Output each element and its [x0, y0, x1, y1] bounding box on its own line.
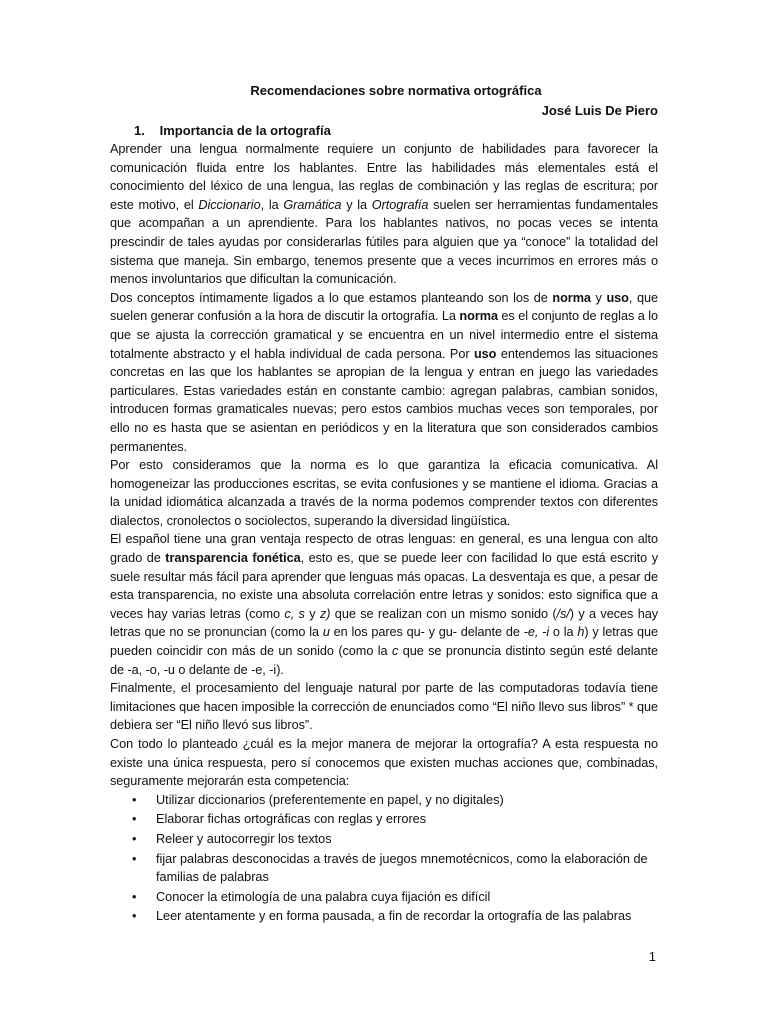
paragraph-3: Por esto consideramos que la norma es lo que garantiza la eficacia comunicativa. Al homogeneizar las producciones escritas, se evita confusiones y se mantiene el idioma. Gracias a la unidad idiomática alcanzada a través de la norma podemos comprender textos con diferentes dialectos, cronolectos o sociolectos, superando la diversidad lingüística.	[110, 458, 658, 528]
list-item	[110, 888, 658, 907]
bullet-icon: •	[132, 889, 137, 904]
paragraph-1-text-d: suelen ser herramientas fundamentales que acompañan a un aprendiente. Para los hablantes nativos, no pocas veces se intenta prescindir de tales ayudas por considerarlas fútiles para alguien que ya “conoce” la totalidad del sistema que maneja. Sin embargo, tenemos presente que a veces incurrimos en errores más o menos involuntarios que dificultan la comunicación.	[110, 197, 659, 287]
italic-c-s: c, s	[284, 606, 305, 621]
paragraph-4-text-c: y	[304, 606, 320, 621]
paragraph-2-text-b: y	[590, 290, 607, 305]
document-title: Recomendaciones sobre normativa ortográfica	[250, 83, 542, 98]
bold-norma-2: norma	[459, 309, 498, 324]
italic-gramatica: Gramática	[283, 197, 342, 212]
list-item-text: Utilizar diccionarios (preferentemente en papel, y no digitales)	[156, 792, 504, 807]
paragraph-4-text-d: que se realizan con un mismo sonido (	[330, 606, 557, 621]
bold-norma: norma	[552, 290, 591, 305]
bold-transparencia: transparencia fonética	[165, 551, 301, 566]
list-item-text: Elaborar fichas ortográficas con reglas y errores	[156, 812, 427, 827]
paragraph-4	[110, 530, 658, 679]
italic-e-i: -e, -i	[523, 625, 550, 640]
section-number: 1.	[134, 123, 145, 138]
paragraph-2	[110, 289, 658, 456]
italic-u: u	[322, 625, 330, 640]
bullet-icon: •	[132, 851, 137, 866]
section-heading	[110, 122, 658, 140]
section-heading-text: Importancia de la ortografía	[159, 123, 331, 138]
paragraph-4-text-b: , esto es, que se puede leer con facilidad lo que está escrito y suele resultar más fácil para aprender que lenguas más opacas. La desventaja es que, a pesar de esta transparencia, no existe una absoluta correlación entre letras y sonidos: esto significa que a veces hay varias letras (como	[110, 551, 658, 621]
list-item-text: fijar palabras desconocidas a través de juegos mnemotécnicos, como la elaboración de familias de palabras	[156, 851, 648, 885]
paragraph-4-text-e: ) y a veces hay letras que no se pronuncian (como la	[110, 606, 659, 640]
paragraph-4-text-i: que se pronuncia distinto según esté delante de -a, -o, -u o delante de -e, -i).	[110, 644, 659, 677]
bullet-icon: •	[132, 909, 137, 924]
list-item	[110, 830, 658, 849]
recommendations-list	[110, 791, 658, 926]
paragraph-4-text-h: ) y letras que pueden coincidir con más de un sonido (como la	[110, 625, 659, 659]
paragraph-6: Con todo lo planteado ¿cuál es la mejor manera de mejorar la ortografía? A esta respuesta no existe una única respuesta, pero sí conocemos que existen muchas acciones que, combinadas, seguramente mejorarán esta competencia:	[110, 737, 658, 789]
bold-uso: uso	[606, 290, 629, 305]
paragraph-2-text-a: Dos conceptos íntimamente ligados a lo que estamos planteando son los de	[110, 290, 553, 305]
list-item	[110, 907, 658, 926]
paragraph-1	[110, 140, 658, 289]
paragraph-1-text-c: y la	[341, 197, 372, 212]
paragraph-1-text-b: , la	[260, 197, 284, 212]
paragraph-2-text-e: entendemos las situaciones concretas en las que los hablantes se apropian de la lengua y entran en juego las variedades particulares. Estas variedades están en constante cambio: agregan palabras, cambian sonidos, introducen formas gramaticales nuevas; pero estos cambios muchas veces son temporales, por ello no es hasta que se asientan en periódicos y en la literatura que son considerados cambios permanentes.	[110, 346, 659, 454]
bold-uso-2: uso	[473, 346, 497, 361]
paragraph-4-text-a: El español tiene una gran ventaja respecto de otras lenguas: en general, es una lengua con alto grado de	[110, 532, 658, 566]
paragraph-2-text-c: , que suelen generar confusión a la hora de discutir la ortografía. La	[110, 290, 659, 324]
italic-h: h	[577, 625, 585, 640]
list-item-text: Releer y autocorregir los textos	[156, 831, 332, 846]
list-item	[110, 791, 658, 810]
list-item-text: Leer atentamente y en forma pausada, a fin de recordar la ortografía de las palabras	[156, 909, 632, 924]
bullet-icon: •	[132, 812, 137, 827]
paragraph-5: Finalmente, el procesamiento del lenguaje natural por parte de las computadoras todavía tiene limitaciones que hacen imposible la corrección de enunciados como “El niño llevo sus libros” * que debiera ser “El niño llevó sus libros”.	[110, 681, 659, 733]
paragraph-1-text-a: Aprender una lengua normalmente requiere un conjunto de habilidades para favorecer la comunicación fluida entre los hablantes. Entre las habilidades más elementales está el conocimiento del léxico de una lengua, las reglas de combinación y las reglas de escritura; por este motivo, el	[110, 142, 658, 212]
paragraph-2-text-d: es el conjunto de reglas a lo que se ajusta la corrección gramatical y se encuentra en un nivel intermedio entre el sistema totalmente abstracto y el habla individual de cada persona. Por	[110, 309, 658, 361]
italic-s-sound: /s/	[556, 606, 570, 621]
bullet-icon: •	[132, 831, 137, 846]
italic-z: z)	[319, 606, 331, 621]
document-author: José Luis De Piero	[541, 103, 658, 118]
italic-ortografia: Ortografía	[371, 197, 429, 212]
italic-c: c	[391, 644, 399, 659]
list-item	[110, 850, 658, 887]
list-item-text: Conocer la etimología de una palabra cuya fijación es difícil	[156, 889, 491, 904]
page-number: 1	[648, 949, 656, 964]
paragraph-4-text-f: en los pares qu- y gu- delante de	[329, 625, 524, 640]
italic-diccionario: Diccionario	[198, 197, 261, 212]
paragraph-4-text-g: o la	[549, 625, 578, 640]
bullet-icon: •	[132, 792, 137, 807]
list-item	[110, 810, 658, 829]
